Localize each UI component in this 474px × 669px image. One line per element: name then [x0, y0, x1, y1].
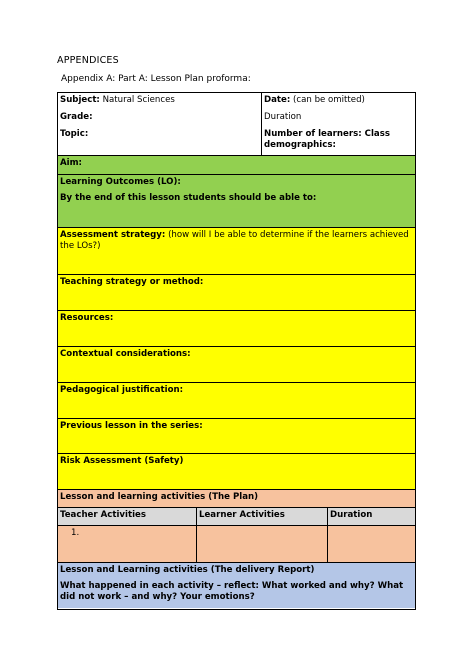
learners-label: Number of learners: Class [264, 129, 390, 139]
grade-label: Grade: [60, 112, 93, 122]
risk-label: Risk Assessment (Safety) [60, 456, 184, 466]
previous-lesson-row [58, 419, 415, 454]
learner-activities-label: Learner Activities [199, 510, 285, 520]
assessment-label: Assessment strategy: [60, 230, 166, 240]
learner-activities-header [197, 508, 328, 525]
teacher-activities-cell [58, 526, 197, 562]
plan-body-row [58, 526, 415, 563]
appendices-heading: APPENDICES [57, 55, 119, 66]
assessment-note-continued: the LOs?) [60, 241, 101, 251]
aim-label: Aim: [60, 158, 82, 168]
learning-outcomes-row [58, 175, 415, 228]
pedagogical-label: Pedagogical justification: [60, 385, 184, 395]
date-note: (can be omitted) [293, 95, 365, 105]
delivery-report-row [58, 563, 415, 608]
duration-label: Duration [264, 112, 302, 122]
teaching-strategy-label: Teaching strategy or method: [60, 277, 204, 287]
learning-outcomes-label: Learning Outcomes (LO): [60, 177, 181, 187]
demographics-label: demographics: [264, 140, 336, 150]
lesson-plan-form [57, 92, 416, 610]
assessment-line [60, 230, 413, 241]
duration-header [328, 508, 415, 525]
appendix-subheading: Appendix A: Part A: Lesson Plan proforma: [61, 74, 251, 84]
resources-row [58, 311, 415, 347]
subject-value: Natural Sciences [102, 95, 175, 105]
delivery-question-line1: What happened in each activity – reflect: What worked and why? What [60, 581, 404, 591]
teacher-activities-header [58, 508, 197, 525]
contextual-row [58, 347, 415, 383]
subject-line [60, 95, 259, 106]
assessment-row [58, 228, 415, 275]
contextual-label: Contextual considerations: [60, 349, 191, 359]
delivery-report-title: Lesson and Learning activities (The delivery Report) [60, 565, 315, 575]
resources-label: Resources: [60, 313, 114, 323]
learning-outcomes-prompt: By the end of this lesson students should be able to: [60, 193, 317, 203]
subject-label: Subject: [60, 95, 100, 105]
previous-lesson-label: Previous lesson in the series: [60, 421, 203, 431]
plan-title: Lesson and learning activities (The Plan) [60, 492, 259, 502]
assessment-note: (how will I be able to determine if the learners achieved [168, 230, 409, 240]
list-item-number: 1. [71, 528, 80, 538]
duration-cell [328, 526, 415, 562]
risk-row [58, 454, 415, 490]
header-left-column [58, 93, 262, 155]
date-label: Date: [264, 95, 291, 105]
duration-column-label: Duration [330, 510, 373, 520]
plan-title-row [58, 490, 415, 508]
topic-label: Topic: [60, 129, 89, 139]
delivery-question-line2: did not work – and why? Your emotions? [60, 592, 255, 602]
header-right-column [262, 93, 415, 155]
date-line [264, 95, 413, 106]
learner-activities-cell [197, 526, 328, 562]
header-block [58, 93, 415, 156]
aim-row [58, 156, 415, 175]
plan-header-row [58, 508, 415, 526]
pedagogical-row [58, 383, 415, 419]
teacher-activities-label: Teacher Activities [60, 510, 146, 520]
teaching-strategy-row [58, 275, 415, 311]
